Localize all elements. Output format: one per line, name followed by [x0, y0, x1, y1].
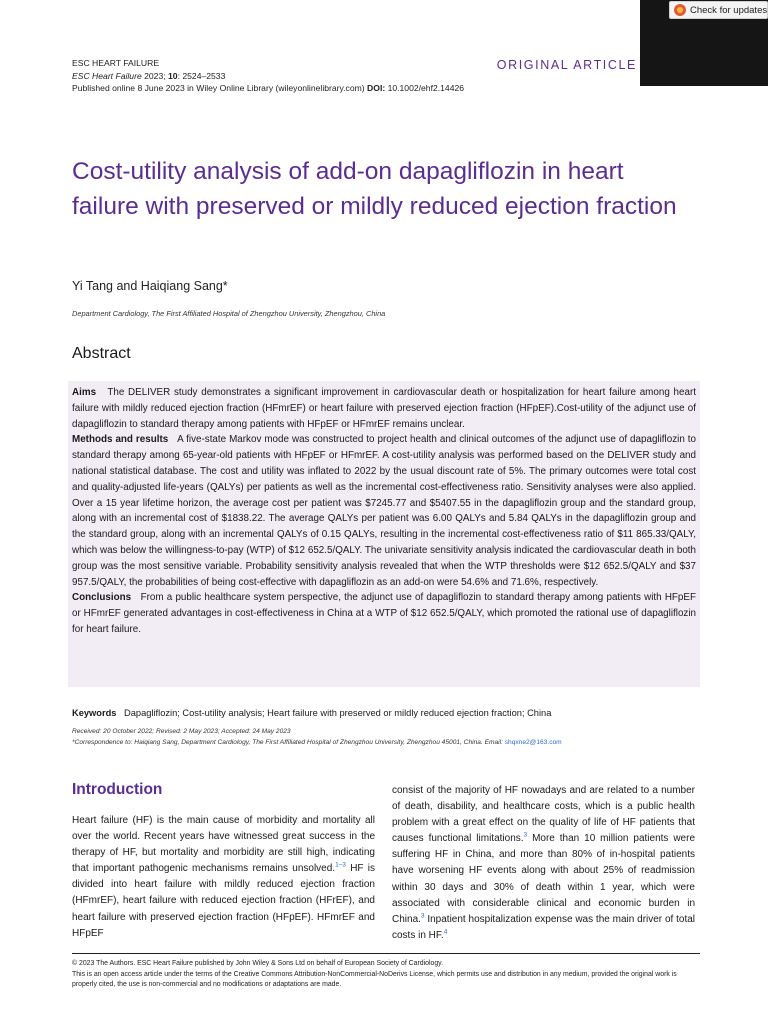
footer: [72, 959, 700, 991]
citation: [72, 70, 464, 83]
intro-left-text-1: Heart failure (HF) is the main cause of morbidity and mortality all over the world. Recent years have witnessed great success in the therapy of HF, but mortality and morbidity are still high, indicating that important pathogenic mechanisms remains unsolved.: [72, 815, 375, 875]
methods-text: A five-state Markov mode was constructed to project health and clinical outcomes of the adjunct use of dapagliflozin to standard therapy among 65-year-old patients with HFpEF or HFmrEF. A cost-utility analysis was performed based on the DELIVER study and national statistical database. The cost and utility was inflated to 2022 by the usual discount rate of 5%. The primary outcomes were total cost and quality-adjusted life-years (QALYs) per patients as well as the incremental cost-effectiveness ratio. Sensitivity analyses were also applied. Over a 15 year lifetime horizon, the average cost per patient was $7245.77 and $5407.55 in the dapagliflozin group and the standard group, along with an incremental cost of $1838.22. The average QALYs per patient was 6.00 QALYs and 5.84 QALYs in the dapagliflozin group and the standard group, along with an incremental QALYs of 0.15 QALYs, resulting in the incremental cost-effectiveness ratio of $11 865.33/QALY, which was below the willingness-to-pay (WTP) of $12 652.5/QALY. The univariate sensitivity analysis indicated the cardiovascular death in both group was the most sensitive variable. Probability sensitivity analysis revealed that when the WTP thresholds were $12 652.5/QALY and $37 957.5/QALY, the probabilities of being cost-effective with dapagliflozin as an add-on were 54.6% and 71.6%, respectively.: [72, 434, 696, 588]
reference-link[interactable]: 3: [420, 912, 425, 920]
check-for-updates-button[interactable]: [669, 1, 768, 19]
doi-label: DOI:: [367, 83, 386, 93]
footer-divider: [72, 953, 700, 954]
abstract-box: [68, 381, 700, 687]
journal-name: ESC HEART FAILURE: [72, 58, 160, 68]
keywords: [72, 708, 700, 718]
abstract-conclusions: [72, 590, 696, 637]
footer-license: This is an open access article under the terms of the Creative Commons Attribution-NonCommercial-NoDerivs License, which permits use and distribution in any medium, provided the original work is properly cited, the use is non-commercial and no modifications or adaptations are made.: [72, 970, 677, 988]
citation-year: 2023;: [141, 70, 169, 81]
check-for-updates-label: Check for updates: [690, 4, 768, 16]
citation-pages: : 2524–2533: [177, 70, 226, 81]
received-dates: Received: 20 October 2022; Revised: 2 May 2023; Accepted: 24 May 2023: [72, 728, 291, 735]
crossmark-icon: [674, 4, 686, 16]
abstract-methods: [72, 432, 696, 590]
reference-link[interactable]: 3: [523, 831, 528, 839]
aims-label: Aims: [72, 387, 97, 398]
intro-right-column: [392, 783, 695, 944]
email-link[interactable]: shqxne2@163.com: [504, 738, 562, 746]
reference-link[interactable]: 1–3: [335, 861, 346, 869]
intro-left-text-2: HF is divided into heart failure with mildly reduced ejection fraction (HFmrEF), heart failure with reduced ejection fraction (HFrEF), and heart failure with preserved ejection fraction (HFpEF). HFmrEF and HFpEF: [72, 863, 375, 939]
introduction-heading: Introduction: [72, 781, 163, 798]
journal-header: [72, 57, 464, 95]
footer-copyright: © 2023 The Authors. ESC Heart Failure published by John Wiley & Sons Ltd on behalf of European Society of Cardiology.: [72, 960, 444, 967]
correspondence-text: *Correspondence to: Haiqiang Sang, Department Cardiology, The First Affiliated Hospital of Zhengzhou University, Zhengzhou 45001, China. Email:: [72, 738, 505, 746]
abstract-heading: Abstract: [72, 345, 131, 362]
intro-right-text-2: More than 10 million patients were suffering HF in China, and more than 80% of in-hospital patients have worsening HF events along with about 25% of readmission within 30 days and 30% of death within 1 year, which were associated with considerable clinical and economic burden in China.: [392, 833, 695, 925]
publication-info: [72, 82, 464, 95]
conclusions-text: From a public healthcare system perspective, the adjunct use of dapagliflozin to standard therapy among patients with HFpEF or HFmrEF generated advantages in cost-effectiveness in China at a WTP of $12 652.5/QALY, which promoted the rational use of dapagliflozin for heart failure.: [72, 592, 696, 635]
article-title: Cost-utility analysis of add-on dapagliflozin in heart failure with preserved or mildly reduced ejection fraction: [72, 158, 677, 220]
intro-left-column: [72, 813, 375, 942]
aims-text: The DELIVER study demonstrates a significant improvement in cardiovascular death or hospitalization for heart failure among heart failure with mildly reduced ejection fraction (HFmrEF) or heart failure with preserved ejection fraction (HFpEF).Cost-utility of the adjunct use of dapagliflozin to standard therapy among patients with HFpEF or HFmrEF remains unclear.: [72, 387, 696, 430]
affiliation: Department Cardiology, The First Affiliated Hospital of Zhengzhou University, Zhengzhou, China: [72, 309, 386, 318]
reference-link[interactable]: 4: [443, 928, 448, 936]
published-line: Published online 8 June 2023 in Wiley Online Library (wileyonlinelibrary.com): [72, 83, 368, 93]
intro-right-text-3: Inpatient hospitalization expense was the main driver of total costs in HF.: [392, 913, 695, 941]
citation-volume: 10: [168, 70, 178, 81]
correspondence: [72, 738, 700, 749]
doi-link[interactable]: 10.1002/ehf2.14426: [385, 83, 465, 93]
intro-right-text-1: consist of the majority of HF nowadays and are related to a number of death, disability, and healthcare costs, which is a public health problem with a great effect on the quality of life of HF patients that causes functional limitations.: [392, 785, 695, 845]
article-dates: [72, 727, 700, 748]
keywords-label: Keywords: [72, 708, 117, 718]
citation-journal: ESC Heart Failure: [72, 70, 142, 81]
article-type: ORIGINAL ARTICLE: [496, 58, 637, 72]
abstract-aims: [72, 385, 696, 432]
keywords-text: Dapagliflozin; Cost-utility analysis; Heart failure with preserved or mildly reduced ejection fraction; China: [124, 708, 552, 718]
methods-label: Methods and results: [72, 434, 169, 446]
authors: Yi Tang and Haiqiang Sang*: [72, 279, 228, 293]
conclusions-label: Conclusions: [72, 592, 132, 604]
